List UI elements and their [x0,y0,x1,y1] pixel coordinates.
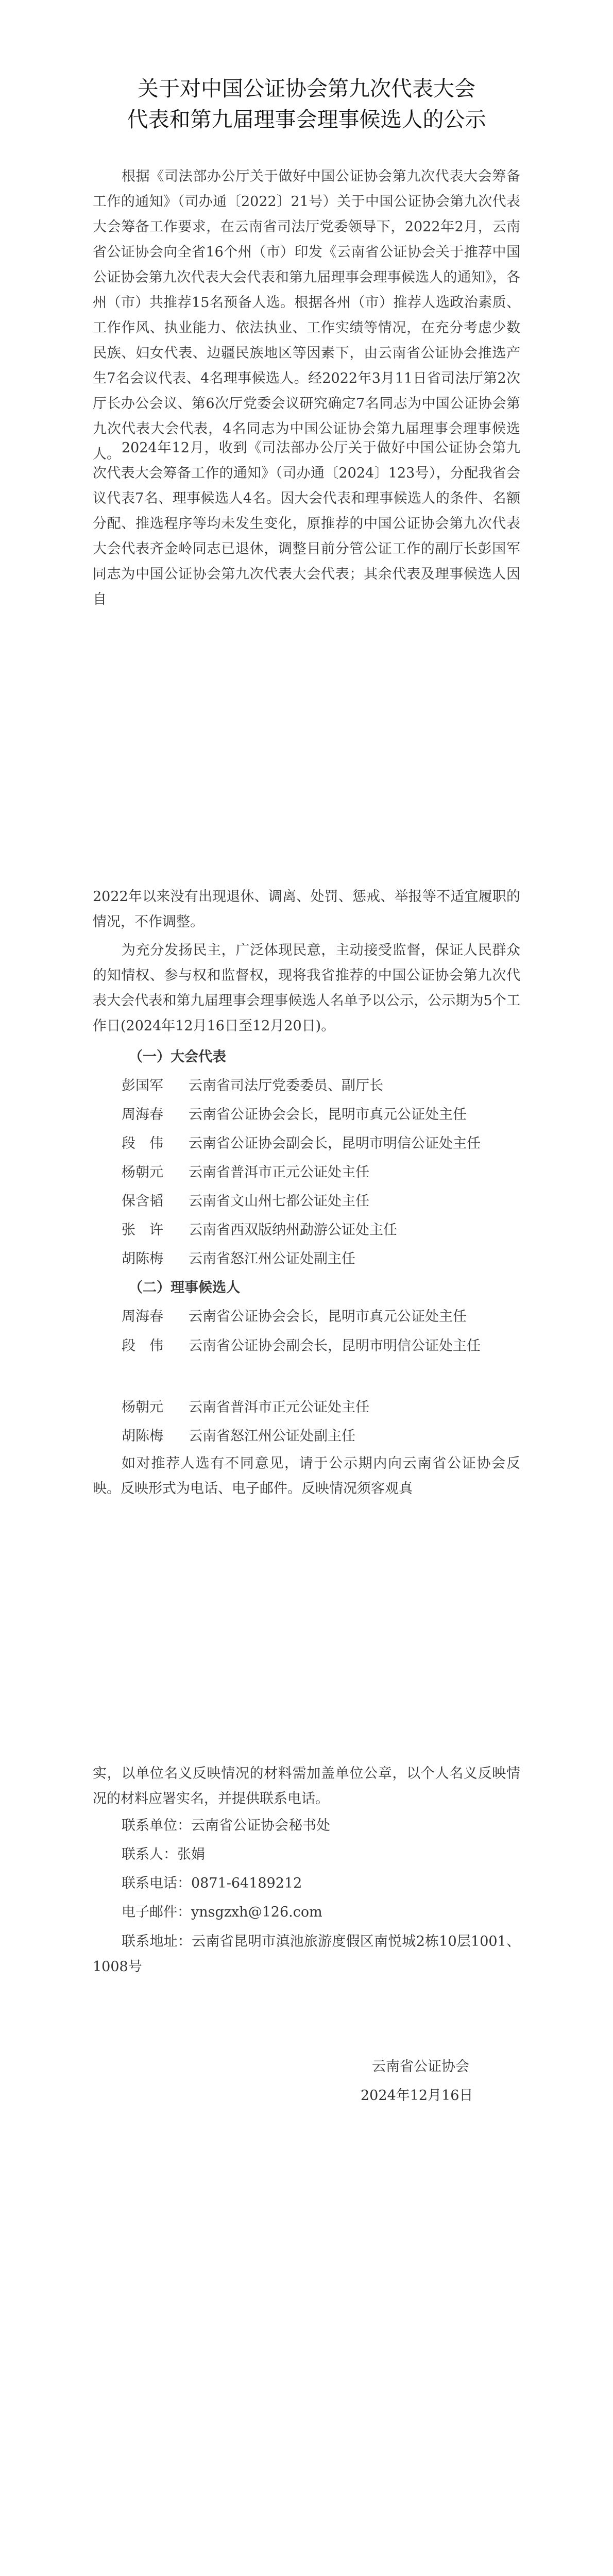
delegate-title: 云南省西双版纳州勐游公证处主任 [189,1222,397,1238]
contact-person: 联系人：张娟 [122,1846,205,1862]
director-name: 胡陈梅 [122,1428,163,1444]
paragraph-publicity: 为充分发扬民主，广泛体现民意，主动接受监督，保证人民群众的知情权、参与权和监督权，现将我省推荐的中国公证协会第九次代表大会代表和第九届理事会理事候选人名单予以公示，公示期为5个工作日(2024年12月16日至12月20日)。 [93,942,520,1034]
delegate-row [122,1076,383,1096]
paragraph-feedback-continued: 实，以单位名义反映情况的材料需加盖单位公章，以个人名义反映情况的材料应署实名，并提供联系电话。 [93,1766,520,1807]
contact-email: 电子邮件：ynsgzxh@126.com [122,1904,322,1920]
delegate-row [122,1249,355,1269]
delegate-name: 胡陈梅 [122,1251,163,1267]
director-row [122,1307,467,1327]
notice-title-line-2: 代表和第九届理事会理事候选人的公示 [127,107,486,132]
delegate-name: 周海春 [122,1107,163,1123]
director-title: 云南省公证协会副会长，昆明市明信公证处主任 [189,1338,481,1354]
delegate-title: 云南省普洱市正元公证处主任 [189,1164,369,1180]
delegate-row [122,1191,369,1212]
contact-address: 联系地址：云南省昆明市滇池旅游度假区南悦城2栋10层1001、1008号 [93,1934,520,1975]
delegate-row [122,1105,467,1125]
director-title: 云南省公证协会会长，昆明市真元公证处主任 [189,1309,467,1325]
delegate-row [122,1220,397,1241]
delegate-name: 彭国军 [122,1078,163,1094]
delegate-name: 张 许 [122,1222,163,1238]
delegate-name: 段 伟 [122,1136,163,1151]
director-title: 云南省普洱市正元公证处主任 [189,1399,369,1415]
delegate-title: 云南省公证协会副会长，昆明市明信公证处主任 [189,1136,481,1151]
delegate-title: 云南省公证协会会长，昆明市真元公证处主任 [189,1107,467,1123]
delegate-title: 云南省怒江州公证处副主任 [189,1251,355,1267]
delegate-name: 杨朝元 [122,1164,163,1180]
delegate-row [122,1133,481,1154]
delegate-title: 云南省文山州七都公证处主任 [189,1193,369,1209]
delegate-row [122,1162,369,1183]
signature-org: 云南省公证协会 [372,2059,469,2075]
notice-title-line-1: 关于对中国公证协会第九次代表大会 [138,76,475,101]
paragraph-feedback: 如对推荐人选有不同意见，请于公示期内向云南省公证协会反映。反映形式为电话、电子邮件。反映情况须客观真 [93,1455,520,1497]
director-name: 周海春 [122,1309,163,1325]
paragraph-adjustment: 2024年12月，收到《司法部办公厅关于做好中国公证协会第九次代表大会筹备工作的通知》（司办通〔2024〕123号），分配我省会议代表7名、理事候选人4名。因大会代表和理事候选人的条件、名额分配、推选程序等均未发生变化，原推荐的中国公证协会第九次代表大会代表齐金岭同志已退休，调整目前分管公证工作的副厅长彭国军同志为中国公证协会第九次代表大会代表；其余代表及理事候选人因自 [93,440,520,607]
delegate-title: 云南省司法厅党委委员、副厅长 [189,1078,383,1094]
delegates-heading: （一）大会代表 [129,1049,226,1065]
director-name: 杨朝元 [122,1399,163,1415]
director-name: 段 伟 [122,1338,163,1354]
contact-unit: 联系单位：云南省公证协会秘书处 [122,1818,330,1834]
director-row [122,1397,369,1418]
delegate-name: 保含韬 [122,1193,163,1209]
directors-heading: （二）理事候选人 [129,1280,240,1296]
contact-phone: 联系电话：0871-64189212 [122,1875,302,1891]
paragraph-adjustment-continued: 2022年以来没有出现退休、调离、处罚、惩戒、举报等不适宜履职的情况，不作调整。 [93,889,520,930]
paragraph-background: 根据《司法部办公厅关于做好中国公证协会第九次代表大会筹备工作的通知》（司办通〔2022〕21号）关于中国公证协会第九次代表大会筹备工作要求，在云南省司法厅党委领导下，2022年2月，云南省公证协会向全省16个州（市）印发《云南省公证协会关于推荐中国公证协会第九次代表大会代表和第九届理事会理事候选人的通知》，各州（市）共推荐15名预备人选。根据各州（市）推荐人选政治素质、工作作风、执业能力、依法执业、工作实绩等情况，在充分考虑少数民族、妇女代表、边疆民族地区等因素下，由云南省公证协会推选产生7名会议代表、4名理事候选人。经2022年3月11日省司法厅第2次厅长办公会议、第6次厅党委会议研究确定7名同志为中国公证协会第九次代表大会代表，4名同志为中国公证协会第九届理事会理事候选人。 [93,168,520,462]
director-row [93,1333,520,1359]
director-row [122,1426,355,1447]
signature-date: 2024年12月16日 [361,2088,473,2104]
director-title: 云南省怒江州公证处副主任 [189,1428,355,1444]
